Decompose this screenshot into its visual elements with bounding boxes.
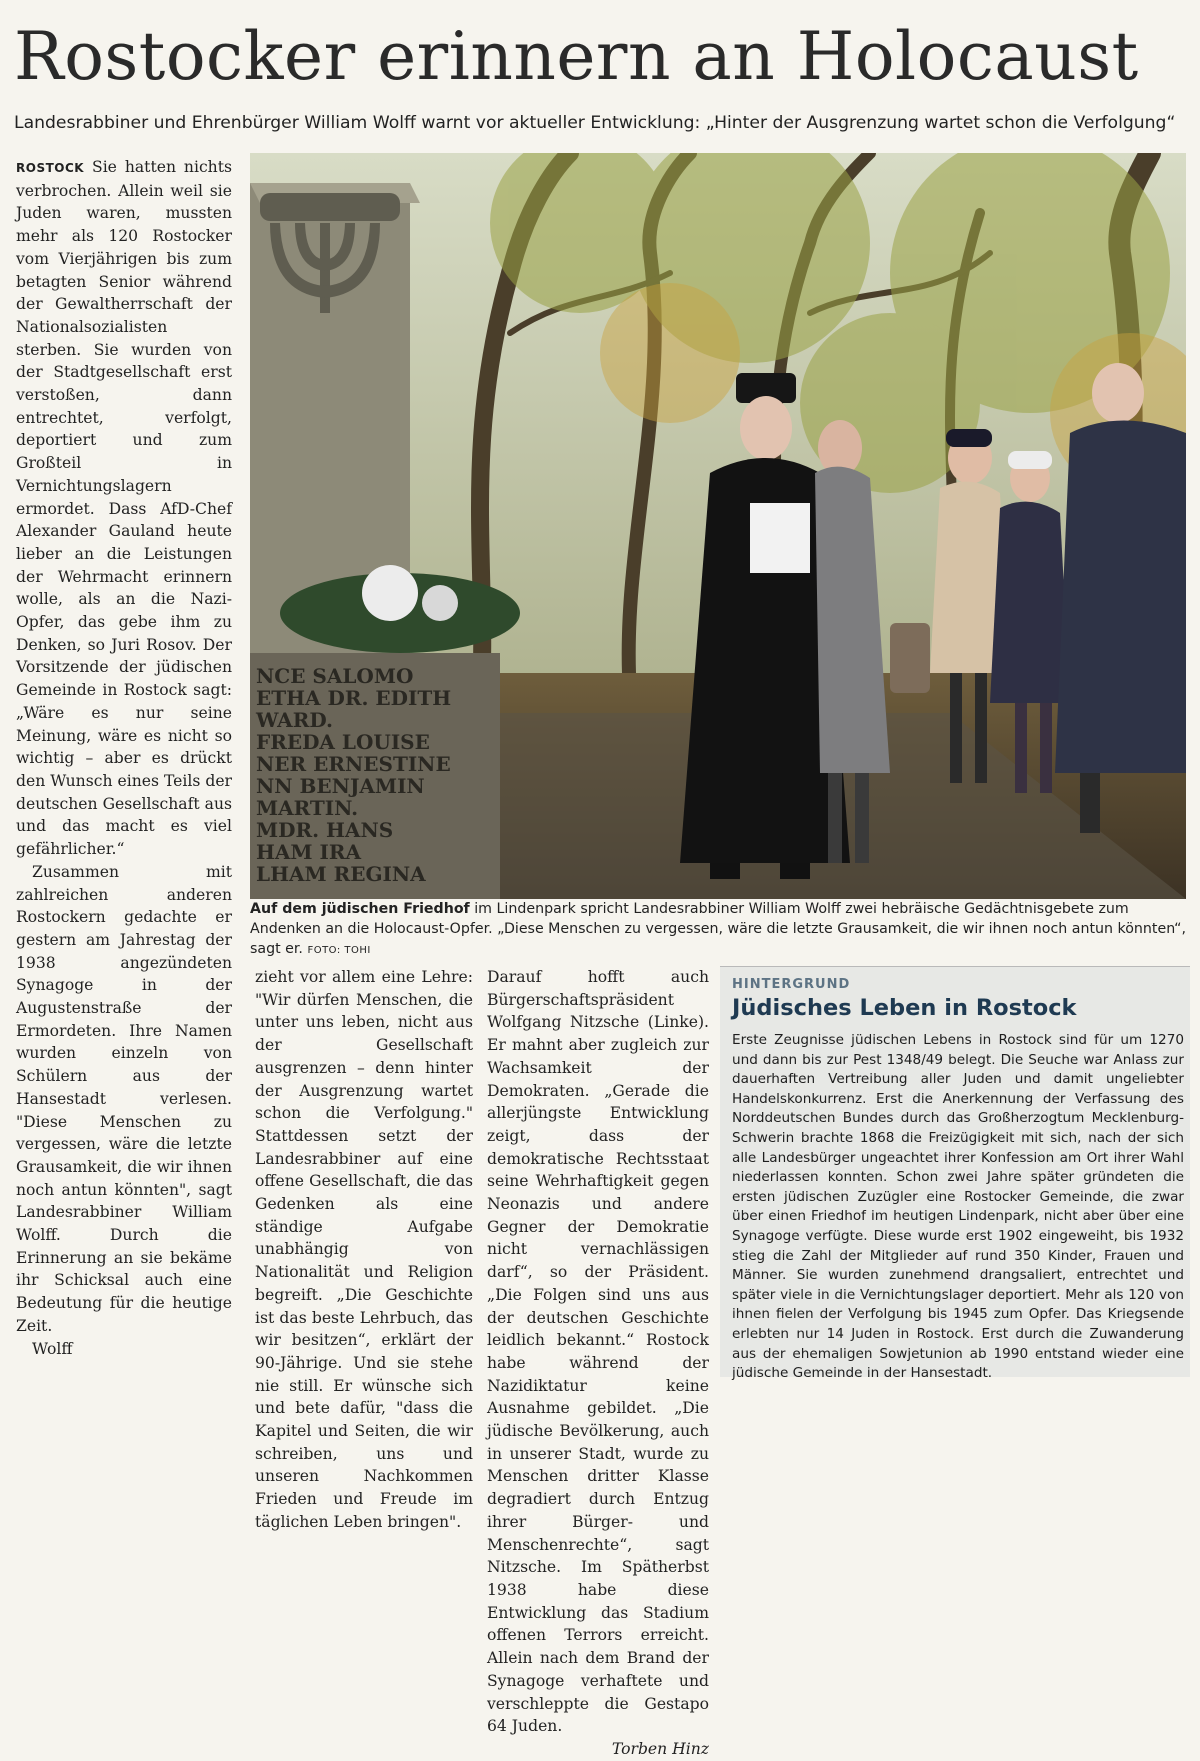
article-paragraph-3-continued: zieht vor allem eine Lehre: "Wir dürfen Menschen, die unter uns leben, nicht aus der Gesellschaft ausgrenzen – denn hinter der Ausgrenzung wartet schon die Verfolgung." Stattdessen setzt der Landesrabbiner auf eine offene Gesellschaft, die das Gedenken als eine ständige Aufgabe unabhängig von Nationalität und Religion begreift. „Die Geschichte ist das beste Lehrbuch, das wir besitzen“, erklärt der 90-Jährige. Und sie stehe nie still. Er wünsche sich und bete dafür, "dass die Kapitel und Seiten, die wir schreiben, uns und unseren Nachkommen Frieden und Freude im täglichen Leben bringen". — [255, 968, 473, 1531]
background-box — [720, 966, 1190, 1382]
sidebar-title: Jüdisches Leben in Rostock — [732, 995, 1077, 1021]
plaque-line-1: NCE SALOMO — [256, 664, 414, 688]
article-column-1 — [16, 156, 232, 1360]
headline: Rostocker erinnern an Holocaust — [14, 18, 1139, 95]
author: Torben Hinz — [611, 1739, 709, 1758]
plaque-line-3: WARD. — [256, 708, 333, 732]
plaque-line-2: ETHA DR. EDITH — [256, 686, 452, 710]
plaque-line-8: MDR. HANS — [256, 818, 394, 842]
dateline: ROSTOCK — [16, 161, 85, 175]
article-paragraph-2: Zusammen mit zahlreichen anderen Rostockern gedachte er gestern am Jahrestag der 1938 angezündeten Synagoge in der Augustenstraße der Ermordeten. Ihre Namen wurden einzeln von Schülern aus der Hansestadt verlesen. "Diese Menschen zu vergessen, wäre die letzte Grausamkeit, die wir ihnen noch antun könnten", sagt Landesrabbiner William Wolff. Durch die Erinnerung an sie bekäme ihr Schicksal auch eine Bedeutung für die heutige Zeit. — [16, 862, 232, 1335]
sidebar-kicker: HINTERGRUND — [732, 977, 851, 992]
photo-illustration — [250, 153, 1186, 899]
photo-caption — [250, 899, 1190, 961]
article-paragraph-4: Darauf hofft auch Bürgerschaftspräsident Wolfgang Nitzsche (Linke). Er mahnt aber zugleich zur Wachsamkeit der Demokraten. „Gerade die allerjüngste Entwicklung zeigt, dass der demokratische Rechtsstaat seine Wehrhaftigkeit gegen Neonazis und andere Gegner der Demokratie nicht vernachlässigen darf“, so der Präsident. „Die Folgen sind uns aus der deutschen Geschichte leidlich bekannt.“ Rostock habe während der Nazidiktatur keine Ausnahme gebildet. „Die jüdische Bevölkerung, auch in unserer Stadt, wurde zu Menschen dritter Klasse degradiert durch Entzug ihrer Bürger- und Menschenrechte“, sagt Nitzsche. Im Spätherbst 1938 habe diese Entwicklung das Stadium offenen Terrors erreicht. Allein nach dem Brand der Synagoge verhaftete und verschleppte die Gestapo 64 Juden. — [487, 968, 709, 1736]
article-column-2 — [255, 966, 473, 1534]
plaque-line-4: FREDA LOUISE — [256, 730, 430, 754]
plaque-line-10: LHAM REGINA — [256, 862, 426, 886]
plaque-line-9: HAM IRA — [256, 840, 362, 864]
photo-credit: FOTO: TOHI — [307, 945, 371, 956]
caption-text: im Lindenpark spricht Landesrabbiner William Wolff zwei hebräische Gedächtnisgebete zum Andenken an die Holocaust-Opfer. „Diese Menschen zu vergessen, wäre die letzte Grausamkeit, die wir ihnen noch antun könnten“, sagt er. — [250, 901, 1187, 957]
plaque-line-7: MARTIN. — [256, 796, 359, 820]
plaque-line-5: NER ERNESTINE — [256, 752, 451, 776]
article-paragraph-3: Wolff — [32, 1339, 73, 1358]
sidebar-text: Erste Zeugnisse jüdischen Lebens in Rostock sind für um 1270 und dann bis zur Pest 1348/49 belegt. Die Seuche war Anlass zur dauerhaften Vertreibung aller Juden und damit ungeliebter Handelskonkurrenz. Erst die Anerkennung der Verfassung des Norddeutschen Bundes durch das Großherzogtum Mecklenburg-Schwerin brachte 1868 die Freizügigkeit mit sich, nach der sich alle Landesbürger ungeachtet ihrer Konfession am Ort ihrer Wahl niederlassen konnten. Schon zwei Jahre später gründeten die ersten jüdischen Zuzügler eine Rostocker Gemeinde, die zwar über einen Friedhof im heutigen Lindenpark, nicht aber über eine Synagoge verfügte. Diese wurde erst 1902 eingeweiht, bis 1932 stieg die Zahl der Mitglieder auf rund 350 Kinder, Frauen und Männer. Sie wurden zunehmend drangsaliert, entrechtet und später viele in die Vernichtungslager deportiert. Mehr als 120 von ihnen fielen der Verfolgung bis 1945 zum Opfer. Das Kriegsende erlebten nur 14 Juden in Rostock. Erst durch die Zuwanderung aus der ehemaligen Sowjetunion ab 1990 entstand wieder eine jüdische Gemeinde in der Hansestadt. — [732, 1032, 1184, 1382]
plaque-line-6: NN BENJAMIN — [256, 774, 425, 798]
article-column-3 — [487, 966, 709, 1761]
subheadline: Landesrabbiner und Ehrenbürger William Wolff warnt vor aktueller Entwicklung: „Hinter der Ausgrenzung wartet schon die Verfolgung“ — [14, 113, 1176, 133]
photo-memorial-ceremony — [250, 153, 1186, 899]
caption-lead: Auf dem jüdischen Friedhof — [250, 901, 470, 917]
article-paragraph-1: ROSTOCK Sie hatten nichts verbrochen. Allein weil sie Juden waren, mussten mehr als 120 Rostocker vom Vierjährigen bis zum betagten Senior während der Gewaltherrschaft der Nationalsozialisten sterben. Sie wurden von der Stadtgesellschaft erst verstoßen, dann entrechtet, verfolgt, deportiert und zum Großteil in Vernichtungslagern ermordet. Dass AfD-Chef Alexander Gauland heute lieber an die Leistungen der Wehrmacht erinnern wolle, als an die Nazi-Opfer, das gebe ihm zu Denken, so Juri Rosov. Der Vorsitzende der jüdischen Gemeinde in Rostock sagt: „Wäre es nur seine Meinung, wäre es nicht so wichtig – aber es drückt den Wunsch eines Teils der deutschen Gesellschaft aus und das macht es viel gefährlicher.“ — [16, 158, 232, 859]
